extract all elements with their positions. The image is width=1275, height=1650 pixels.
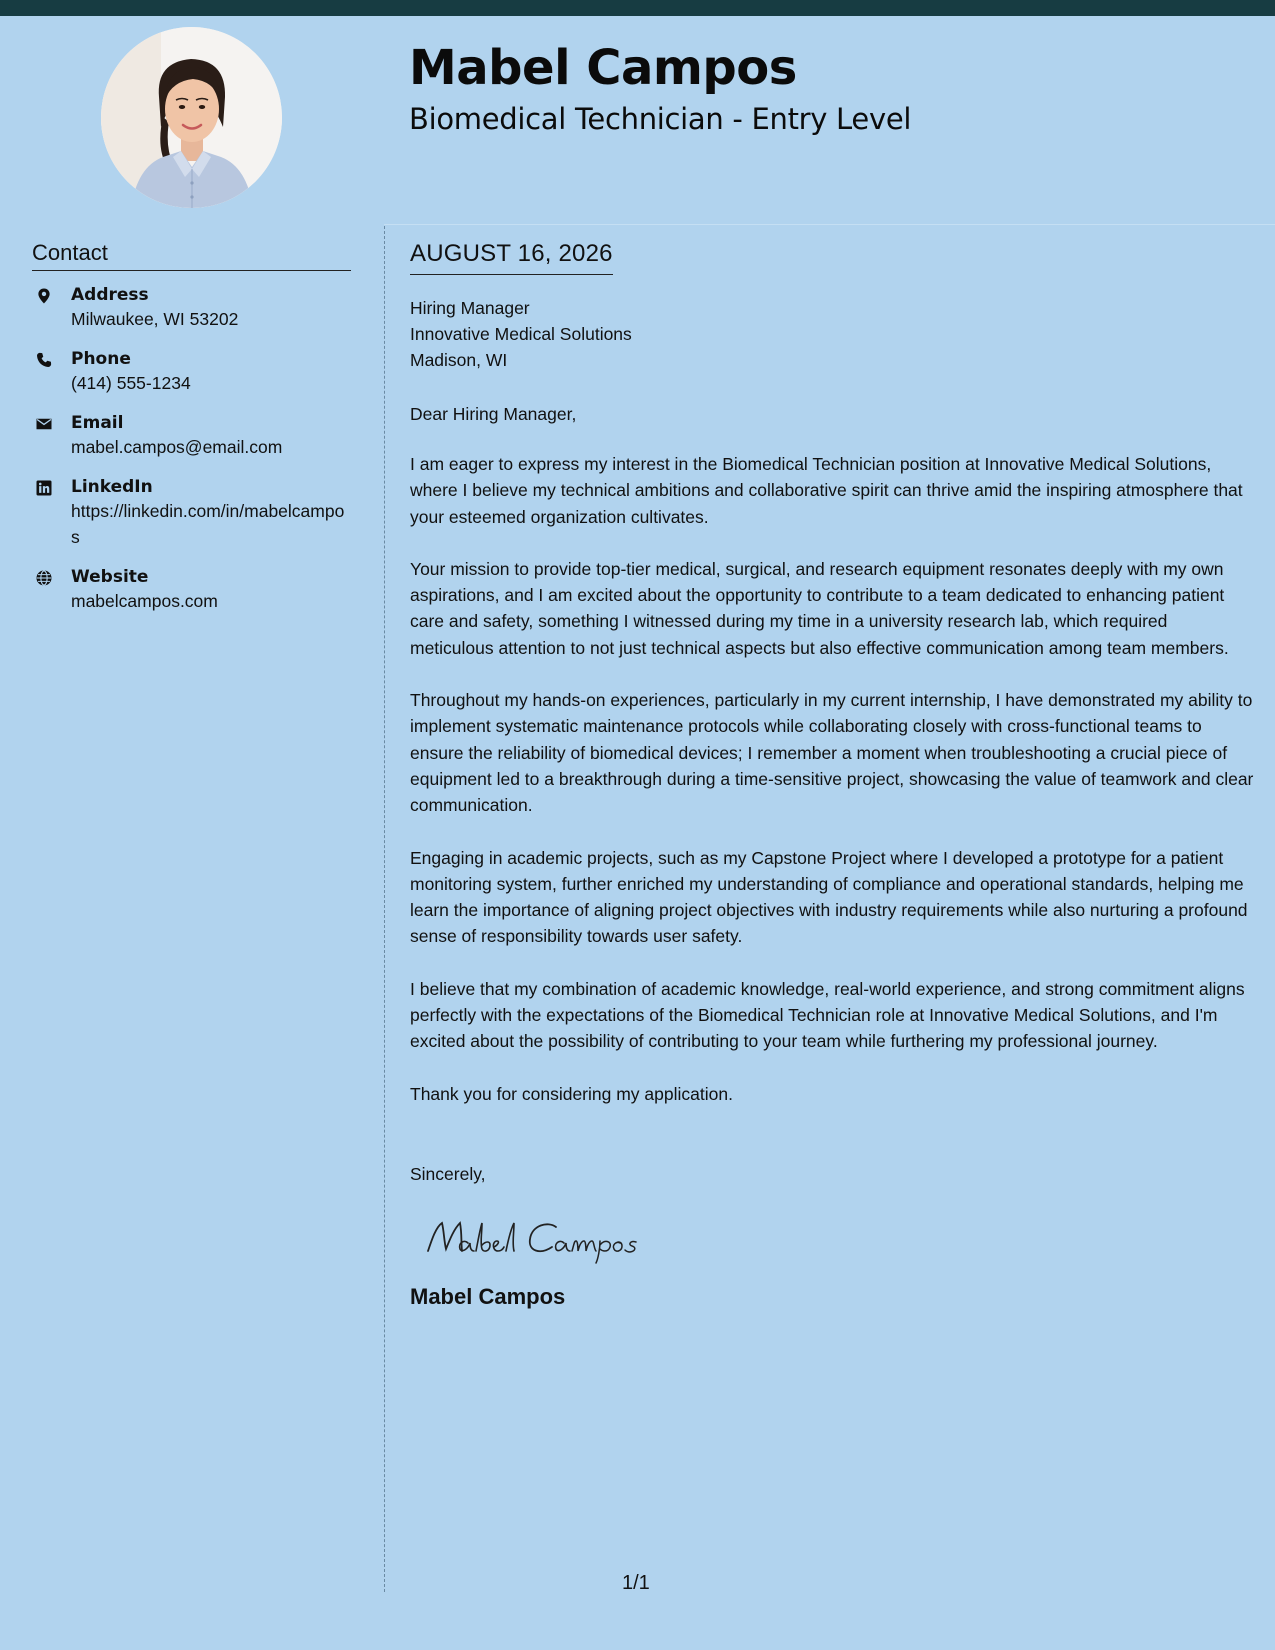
- column-divider: [384, 226, 385, 1592]
- address-value: Milwaukee, WI 53202: [71, 309, 239, 329]
- signer-name: Mabel Campos: [410, 1283, 566, 1309]
- candidate-name: Mabel Campos: [409, 40, 797, 96]
- website-value[interactable]: mabelcampos.com: [71, 591, 218, 611]
- location-pin-icon: [35, 287, 53, 305]
- cover-letter: [410, 240, 1255, 1310]
- job-title: Biomedical Technician - Entry Level: [409, 102, 912, 136]
- top-accent-bar: [0, 0, 1275, 16]
- phone-icon: [35, 351, 53, 369]
- contact-address: [32, 284, 352, 332]
- body-paragraph: Your mission to provide top-tier medical, surgical, and research equipment resonates deeply with my own aspirations, and I am excited about the opportunity to contribute to a team dedicated to enhancing patient care and safety, something I witnessed during my time in a university research lab, which required meticulous attention to not just technical aspects but also effective communication among team members.: [410, 558, 1229, 658]
- contact-list: [32, 284, 352, 630]
- letter-date: AUGUST 16, 2026: [410, 240, 613, 275]
- recipient-title: Hiring Manager: [410, 298, 530, 318]
- body-paragraph: Throughout my hands-on experiences, particularly in my current internship, I have demonstrated my ability to implement systematic maintenance protocols while collaborating closely with cross-functional teams to ensure the reliability of biomedical devices; I remember a moment when troubleshooting a crucial piece of equipment led to a breakthrough during a time-sensitive project, showcasing the value of teamwork and clear communication.: [410, 690, 1254, 816]
- contact-website: [32, 566, 352, 614]
- recipient-block: [410, 295, 1255, 373]
- envelope-icon: [35, 415, 53, 433]
- contact-label: Email: [71, 413, 124, 433]
- linkedin-value[interactable]: https://linkedin.com/in/mabelcampos: [71, 501, 345, 547]
- body-paragraph: I believe that my combination of academic knowledge, real-world experience, and strong commitment aligns perfectly with the expectations of the Biomedical Technician role at Innovative Medical Solutions, and I'm excited about the possibility of contributing to your team while furthering my professional journey.: [410, 978, 1245, 1052]
- recipient-company: Innovative Medical Solutions: [410, 324, 632, 344]
- contact-label: Address: [71, 285, 149, 305]
- contact-phone: [32, 348, 352, 396]
- body-paragraph: I am eager to express my interest in the Biomedical Technician position at Innovative Medical Solutions, where I believe my technical ambitions and collaborative spirit can thrive amid the inspiring atmosphere that your esteemed organization cultivates.: [410, 454, 1243, 527]
- contact-label: Phone: [71, 349, 131, 369]
- greeting: Dear Hiring Manager,: [410, 404, 577, 424]
- body-paragraph: Thank you for considering my application.: [410, 1083, 733, 1104]
- phone-value: (414) 555-1234: [71, 373, 191, 393]
- body-paragraph: Engaging in academic projects, such as my Capstone Project where I developed a prototype for a patient monitoring system, further enriched my understanding of compliance and operational standards, helping me learn the importance of aligning project objectives with industry requirements while also nurturing a profound sense of responsibility towards user safety.: [410, 847, 1248, 947]
- contact-heading: Contact: [32, 240, 351, 271]
- contact-email: [32, 412, 352, 460]
- recipient-location: Madison, WI: [410, 350, 508, 370]
- linkedin-icon: [35, 479, 53, 497]
- handwritten-signature: [424, 1209, 664, 1265]
- page-number: 1/1: [622, 1572, 650, 1594]
- contact-label: Website: [71, 567, 149, 587]
- contact-linkedin: [32, 476, 352, 550]
- globe-icon: [35, 569, 53, 587]
- header-divider: [384, 224, 1275, 225]
- email-value[interactable]: mabel.campos@email.com: [71, 437, 283, 457]
- contact-label: LinkedIn: [71, 477, 153, 497]
- closing: Sincerely,: [410, 1163, 486, 1184]
- profile-photo: [101, 27, 282, 208]
